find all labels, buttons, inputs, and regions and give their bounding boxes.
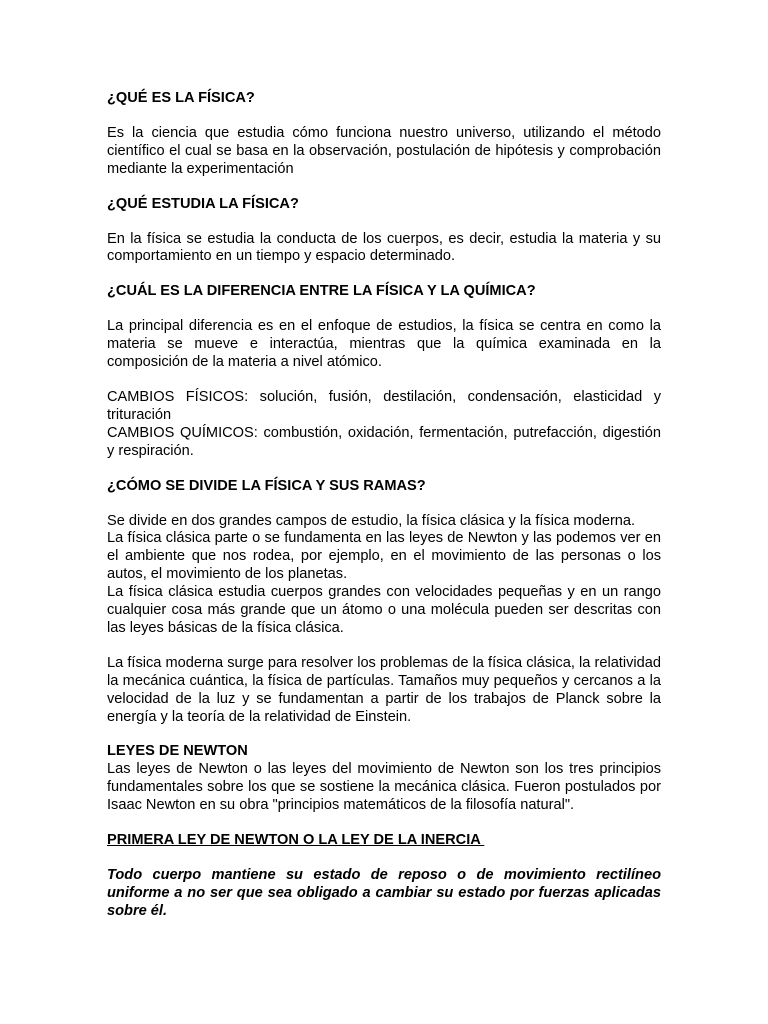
paragraph-diferencia: La principal diferencia es en el enfoque de estudios, la física se centra en como la materia se mueve e interactúa, mientras que la química examinada en la composición de la materia a nivel atómico. [107, 318, 661, 371]
ramas-line-2: La física clásica parte o se fundamenta en las leyes de Newton y las podemos ver en el ambiente que nos rodea, por ejemplo, en el movimiento de las personas o los autos, el movimiento de los planetas. [107, 530, 661, 583]
paragraph-ramas [107, 513, 661, 638]
document-page [107, 90, 661, 921]
paragraph-fisica-moderna: La física moderna surge para resolver los problemas de la física clásica, la relatividad la mecánica cuántica, la física de partículas. Tamaños muy pequeños y cercanos a la velocidad de la luz y se fundamentan a partir de los trabajos de Planck sobre la energía y la teoría de la relatividad de Einstein. [107, 654, 661, 725]
ramas-line-3: La física clásica estudia cuerpos grandes con velocidades pequeñas y en un rango cualquier cosa más grande que un átomo o una molécula pueden ser descritas con las leyes básicas de la física clásica. [107, 584, 661, 636]
heading-leyes-newton: LEYES DE NEWTON [107, 743, 248, 760]
cambios-fisicos: CAMBIOS FÍSICOS: solución, fusión, destilación, condensación, elasticidad y trituración [107, 388, 661, 423]
heading-que-estudia: ¿QUÉ ESTUDIA LA FÍSICA? [107, 195, 299, 212]
paragraph-definicion: Es la ciencia que estudia cómo funciona nuestro universo, utilizando el método científico el cual se basa en la observación, postulación de hipótesis y comprobación mediante la experimentación [107, 124, 661, 177]
changes-block [107, 389, 661, 461]
paragraph-primera-ley: Todo cuerpo mantiene su estado de reposo o de movimiento rectilíneo uniforme a no ser que sea obligado a cambiar su estado por fuerzas aplicadas sobre él. [107, 867, 661, 919]
paragraph-leyes-newton: Las leyes de Newton o las leyes del movimiento de Newton son los tres principios fundamentales sobre los que se sostiene la mecánica clásica. Fueron postulados por Isaac Newton en su obra "principios matemáticos de la filosofía natural". [107, 761, 661, 814]
heading-diferencia: ¿CUÁL ES LA DIFERENCIA ENTRE LA FÍSICA Y LA QUÍMICA? [107, 283, 536, 300]
paragraph-estudio: En la física se estudia la conducta de los cuerpos, es decir, estudia la materia y su comportamiento en un tiempo y espacio determinado. [107, 230, 661, 265]
heading-que-es-fisica: ¿QUÉ ES LA FÍSICA? [107, 90, 255, 106]
ramas-line-1: Se divide en dos grandes campos de estudio, la física clásica y la física moderna. [107, 512, 636, 529]
heading-primera-ley: PRIMERA LEY DE NEWTON O LA LEY DE LA INERCIA [107, 832, 485, 849]
heading-ramas: ¿CÓMO SE DIVIDE LA FÍSICA Y SUS RAMAS? [107, 477, 426, 494]
cambios-quimicos: CAMBIOS QUÍMICOS: combustión, oxidación, fermentación, putrefacción, digestión y respiración. [107, 424, 661, 459]
